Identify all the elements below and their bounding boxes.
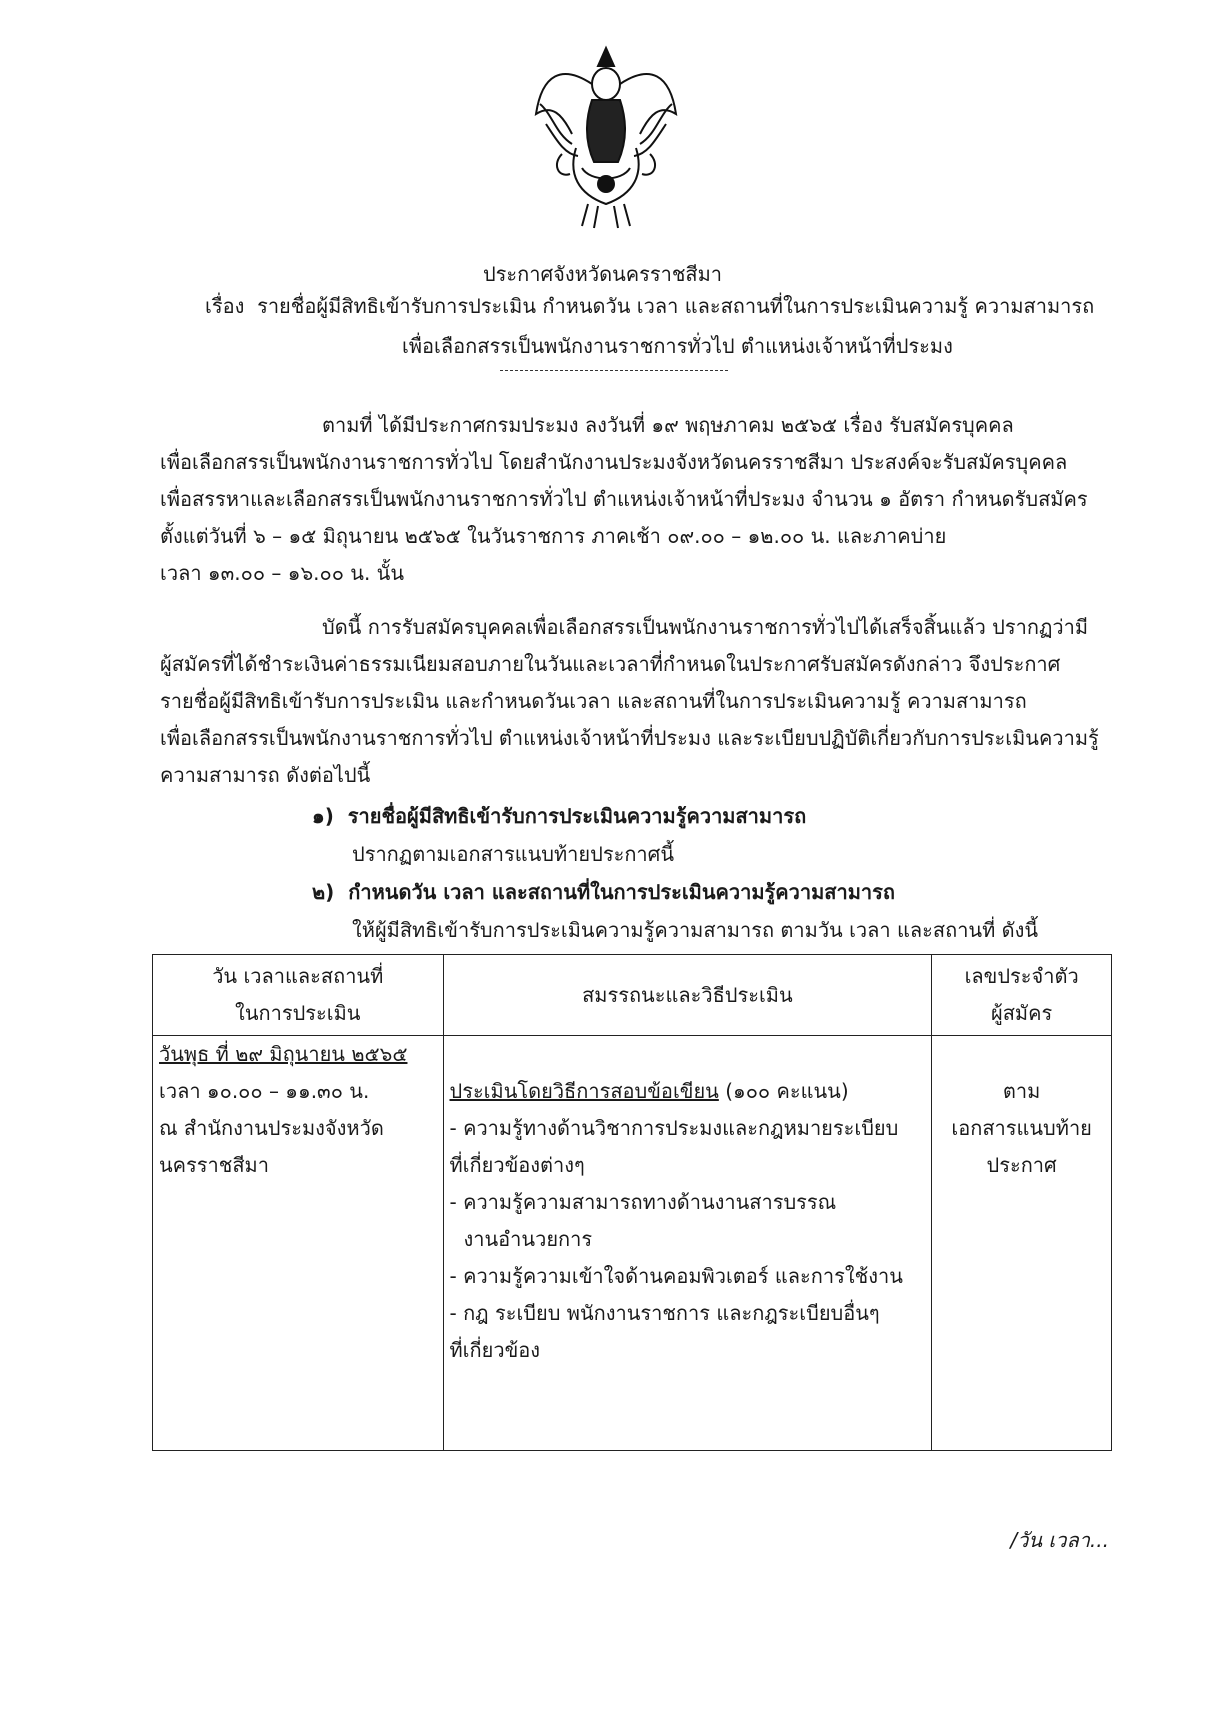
subject-text-1: รายชื่อผู้มีสิทธิเข้ารับการประเมิน กำหนดวัน เวลา และสถานที่ในการประเมินความรู้ ความสามารถ [257,294,1095,318]
list-item: - ความรู้ทางด้านวิชาการประมงและกฎหมายระเบียบ [449,1116,899,1140]
section-2-text: ให้ผู้มีสิทธิเข้ารับการประเมินความรู้ความสามารถ ตามวัน เวลา และสถานที่ ดังนี้ [352,918,1039,942]
exam-place: ณ สำนักงานประมงจังหวัด [159,1116,384,1140]
announcement-title: ประกาศจังหวัดนครราชสีมา [482,262,723,286]
header-text: เลขประจำตัว [964,964,1079,988]
list-item: งานอำนวยการ [463,1227,593,1251]
header-text: ผู้สมัคร [991,1001,1053,1025]
table-header-row [153,955,1112,1036]
cell-date-place [153,1036,444,1451]
exam-time: เวลา ๑๐.๐๐ – ๑๑.๓๐ น. [159,1079,370,1103]
section-1-title: รายชื่อผู้มีสิทธิเข้ารับการประเมินความรู้ความสามารถ [347,804,807,828]
paragraph-line: ตามที่ ได้มีประกาศกรมประมง ลงวันที่ ๑๙ พฤษภาคม ๒๕๖๕ เรื่อง รับสมัครบุคคล [322,413,1014,437]
header-date-place [153,955,444,1036]
paragraph-2 [160,609,1110,794]
paragraph-line: รายชื่อผู้มีสิทธิเข้ารับการประเมิน และกำหนดวันเวลา และสถานที่ในการประเมินความรู้ ความสามารถ [160,689,1027,713]
list-item: - ความรู้ความเข้าใจด้านคอมพิวเตอร์ และการใช้งาน [449,1264,903,1288]
header-competency: สมรรถนะและวิธีประเมิน [443,955,932,1036]
header-text: ในการประเมิน [235,1001,361,1025]
paragraph-line: เพื่อเลือกสรรเป็นพนักงานราชการทั่วไป โดยสำนักงานประมงจังหวัดนครราชสีมา ประสงค์จะรับสมัครบุคคล [160,450,1068,474]
section-1-text: ปรากฏตามเอกสารแนบท้ายประกาศนี้ [352,842,675,866]
subject-line-2: เพื่อเลือกสรรเป็นพนักงานราชการทั่วไป ตำแหน่งเจ้าหน้าที่ประมง [402,334,953,358]
method-score: (๑๐๐ คะแนน) [718,1079,849,1103]
paragraph-line: เวลา ๑๓.๐๐ – ๑๖.๐๐ น. นั้น [160,561,405,585]
applicant-text: ตาม [1002,1079,1041,1103]
section-2-title: กำหนดวัน เวลา และสถานที่ในการประเมินความรู้ความสามารถ [348,880,896,904]
table-row [153,1036,1112,1451]
paragraph-line: เพื่อเลือกสรรเป็นพนักงานราชการทั่วไป ตำแหน่งเจ้าหน้าที่ประมง และระเบียบปฏิบัติเกี่ยวกับการประเมินความรู้ [160,726,1099,750]
section-2-heading [312,876,895,908]
list-item: ที่เกี่ยวข้อง [449,1338,541,1362]
applicant-text: ประกาศ [986,1153,1057,1177]
paragraph-line: ตั้งแต่วันที่ ๖ – ๑๕ มิถุนายน ๒๕๖๕ ในวันราชการ ภาคเช้า ๐๙.๐๐ – ๑๒.๐๐ น. และภาคบ่าย [160,524,947,548]
paragraph-1 [160,407,1110,592]
garuda-emblem-icon [532,44,680,229]
section-1-number: ๑) [312,804,334,828]
paragraph-line: ผู้สมัครที่ได้ชำระเงินค่าธรรมเนียมสอบภายในวันและเวลาที่กำหนดในประกาศรับสมัครดังกล่าว จึงประกาศ [160,652,1061,676]
continuation-note: /วัน เวลา... [1010,1528,1109,1552]
paragraph-line: บัดนี้ การรับสมัครบุคคลเพื่อเลือกสรรเป็นพนักงานราชการทั่วไปได้เสร็จสิ้นแล้ว ปรากฏว่ามี [322,615,1089,639]
exam-place: นครราชสีมา [159,1153,269,1177]
list-item: - ความรู้ความสามารถทางด้านงานสารบรรณ [449,1190,837,1214]
method-title [450,1073,926,1110]
header-text: วัน เวลาและสถานที่ [212,964,384,988]
method-link: ประเมินโดยวิธีการสอบข้อเขียน [449,1079,719,1103]
list-item: ที่เกี่ยวข้องต่างๆ [449,1153,585,1177]
paragraph-line: ความสามารถ ดังต่อไปนี้ [160,763,371,787]
applicant-text: เอกสารแนบท้าย [951,1116,1092,1140]
section-2-number: ๒) [312,880,335,904]
schedule-table [152,954,1112,1451]
subject-line-1 [205,290,1094,322]
header-applicant-id [932,955,1112,1036]
cell-applicant [932,1036,1112,1451]
section-1-heading [312,800,806,832]
cell-method [443,1036,932,1451]
exam-date: วันพุธ ที่ ๒๙ มิถุนายน ๒๕๖๕ [159,1042,408,1066]
dashed-divider [500,370,728,371]
subject-label: เรื่อง [205,294,245,318]
list-item: - กฎ ระเบียบ พนักงานราชการ และกฎระเบียบอื่นๆ [449,1301,880,1325]
paragraph-line: เพื่อสรรหาและเลือกสรรเป็นพนักงานราชการทั่วไป ตำแหน่งเจ้าหน้าที่ประมง จำนวน ๑ อัตรา กำหนดรับสมัคร [160,487,1088,511]
